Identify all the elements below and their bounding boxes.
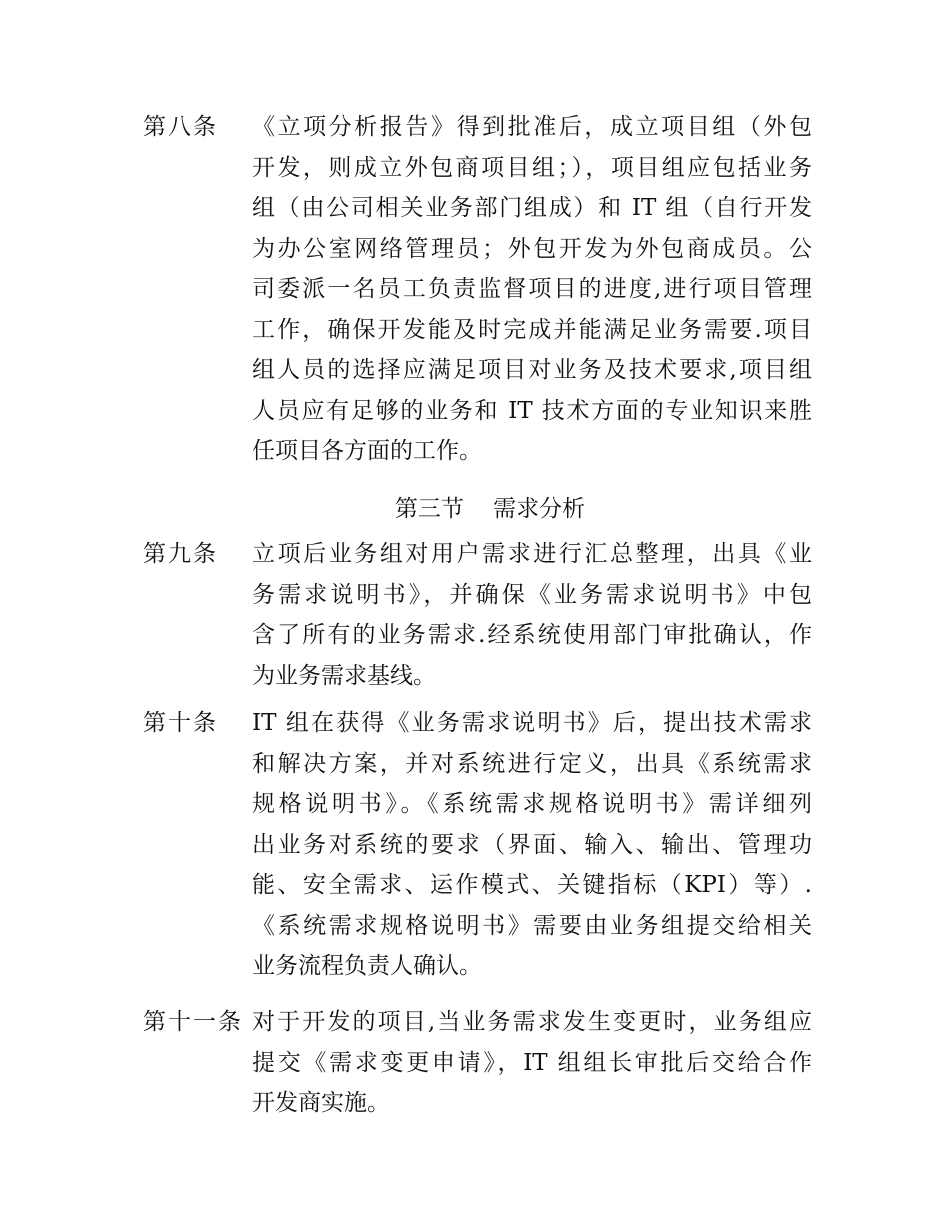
article-label: 第十条 [143,710,218,736]
text-line: 人员应有足够的业务和 IT 技术方面的专业知识来胜 [252,397,812,424]
text-line: 出业务对系统的要求（界面、输入、输出、管理功 [252,831,812,858]
text-line: 能、安全需求、运作模式、关键指标（KPI）等）. [252,872,812,898]
article-body [252,534,812,696]
text-line: 为办公室网络管理员；外包开发为外包商成员。公 [252,235,812,262]
text-line: 开发商实施。 [252,1090,390,1116]
article-label: 第九条 [143,541,218,567]
article-body [252,107,812,472]
text-line: 组（由公司相关业务部门组成）和 IT 组（自行开发 [252,195,812,221]
text-line: 对于开发的项目,当业务需求发生变更时，业务组应 [252,1009,812,1035]
text-line: IT 组在获得《业务需求说明书》后，提出技术需求 [252,710,812,736]
text-line: 《立项分析报告》得到批准后，成立项目组（外包 [252,114,812,140]
text-line: 任项目各方面的工作。 [252,438,482,464]
text-line: 含了所有的业务需求.经系统使用部门审批确认，作 [252,622,812,648]
text-line: 提交《需求变更申请》，IT 组组长审批后交给合作 [252,1049,812,1076]
text-line: 为业务需求基线。 [252,662,436,689]
text-line: 立项后业务组对用户需求进行汇总整理，出具《业 [252,541,812,567]
text-line: 《系统需求规格说明书》需要由业务组提交给相关 [252,912,812,939]
article-body [252,703,812,987]
text-line: 务需求说明书》，并确保《业务需求说明书》中包 [252,581,812,608]
text-line: 组人员的选择应满足项目对业务及技术要求,项目组 [252,357,812,383]
section-heading: 第三节 需求分析 [394,496,586,522]
article-label: 第八条 [143,114,218,140]
article-body [252,1002,812,1124]
text-line: 业务流程负责人确认。 [252,953,482,979]
text-line: 规格说明书》。《系统需求规格说明书》需详细列 [252,791,812,817]
text-line: 开发，则成立外包商项目组；），项目组应包括业务 [252,154,812,181]
text-line: 和解决方案，并对系统进行定义，出具《系统需求 [252,750,812,777]
article-label: 第十一条 [143,1009,243,1035]
text-line: 司委派一名员工负责监督项目的进度,进行项目管理 [252,276,812,302]
text-line: 工作，确保开发能及时完成并能满足业务需要.项目 [252,316,812,343]
